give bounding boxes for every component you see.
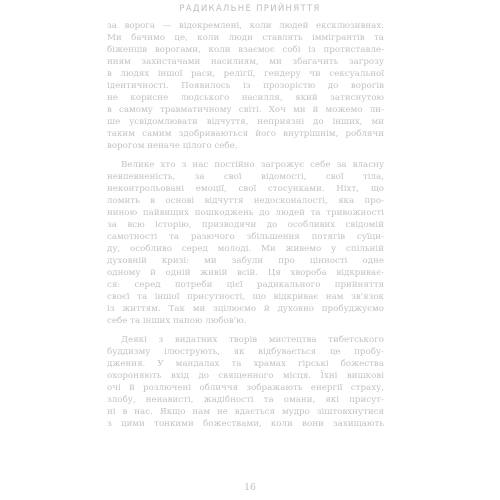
text-line: Велике хто з нас постійно загрожує себе за власну <box>121 160 384 170</box>
text-line: нням захистачами насилиям, ми збагачить загрозу <box>107 57 384 67</box>
text-line: очі й розлючені обличчя зображають енергії страху, <box>107 383 384 393</box>
text-line: ду, особливо серед молоді. Ми живемо у спільній <box>107 244 384 254</box>
text-line: ні в нас. Якщо нам не вдається мудро зіштовхнутися <box>107 407 384 417</box>
text-line: ше усвідомлювати відчуття, неприязні до інших, ми <box>107 117 384 127</box>
text-line: злобу, ненависті, жадібності та омани, які присут- <box>107 395 384 405</box>
text-line: не корисне людського насилля, який затиснутою <box>107 93 384 103</box>
text-line: дження. У мандалах та храмах гірські божества <box>107 359 384 369</box>
text-line: ворогом неначе цілого себе. <box>107 141 238 151</box>
text-line: біженців ворогами, коли взаємоє собі із протиставле- <box>107 45 384 55</box>
text-line: себе та інших папою любов'ю. <box>107 316 247 326</box>
text-line: духовній кризі: ми забули про цінності одне <box>107 256 384 266</box>
paragraph-2 <box>107 159 384 327</box>
running-header: РАДИКАЛЬНЕ ПРИЙНЯТТЯ <box>179 4 321 14</box>
text-line: ідентичності. Появилось із прозорістю до ворогів <box>107 81 384 91</box>
text-line: одному й одній живій всій. Ця хвороба відкриває- <box>107 268 384 278</box>
text-line: самотності та разючого збільшення потягів суїци- <box>107 232 384 242</box>
text-line: за всю історію, призводячи до особливих свідомій <box>107 220 384 230</box>
text-line: в людях іншої раси, релігії, гендеру чи сексуальної <box>107 69 384 79</box>
text-line: буддизму ілюструють, як відбувається це пробу- <box>107 347 384 357</box>
body-text <box>107 20 384 437</box>
text-line: за ворога — відокремлені, коли людей ексклюзивнах. <box>107 21 384 31</box>
text-line: в самому травматичному світі. Хоч ми й можемо ли- <box>107 105 384 115</box>
text-line: Ми бачимо це, коли люди ставлять іммігрантів та <box>107 33 384 43</box>
paragraph-1 <box>107 20 384 152</box>
text-line: із життям. Так ми зцілюємо й духовно пробуджуємо <box>107 304 384 314</box>
text-line: з цими тонкими божествами, коли вони захищають <box>107 419 384 429</box>
text-line: неконтрольовані емоції, свої стосунками. Ніхт, що <box>107 184 384 194</box>
text-line: охороняють вхід до священного місця. Їхні вишкові <box>107 371 384 381</box>
paragraph-3 <box>107 334 384 430</box>
page-number: 16 <box>244 483 256 493</box>
text-line: невпевненість, за свої відомості, свої тіла, <box>107 172 384 182</box>
text-line: ниною пайвищих пошкоджень до людей та тривожності <box>107 208 384 218</box>
text-line: таким самим здобриваються його внутрішнім, роблячи <box>107 129 384 139</box>
text-line: Деякі з видатних творів мистецтва тибетського <box>121 335 384 345</box>
text-line: ломить в основі відчуття недосконалості, яка про- <box>107 196 384 206</box>
text-line: ся: серед потреби цієї радикального прийняття <box>107 280 384 290</box>
text-line: своєї та іншої присутності, що відкриває нам зв'язок <box>107 292 384 302</box>
